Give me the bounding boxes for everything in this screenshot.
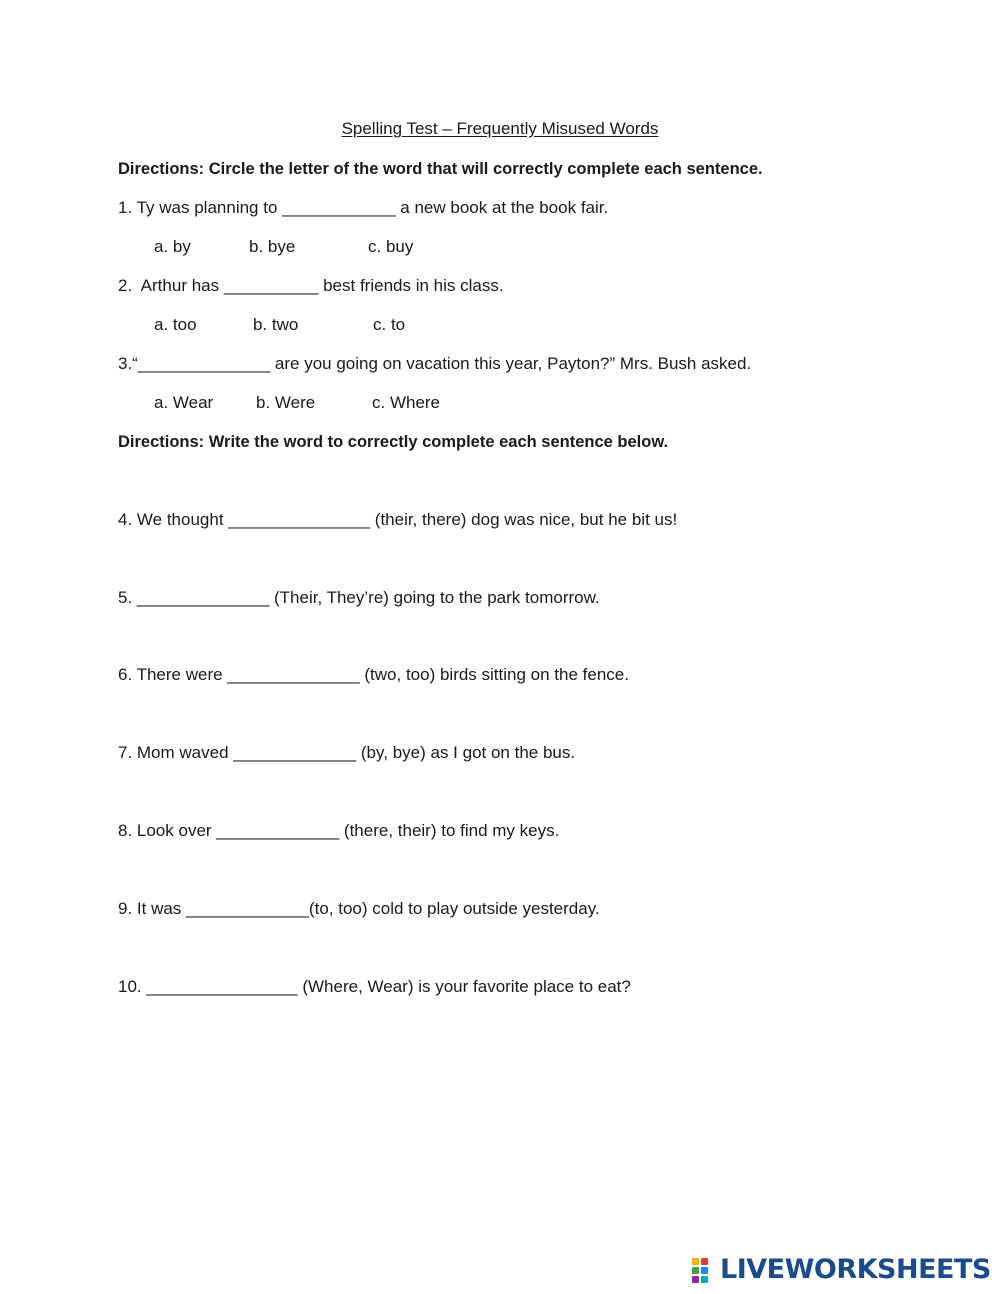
question-2: 2. Arthur has __________ best friends in his class.	[118, 276, 504, 295]
question-3-option-b[interactable]: b. Were	[256, 393, 316, 412]
question-3-option-c[interactable]: c. Where	[372, 393, 441, 412]
question-3-option-a[interactable]: a. Wear	[154, 393, 214, 412]
fill-item-5: 5. ______________ (Their, They’re) going to the park tomorrow.	[118, 588, 600, 607]
question-1-option-c[interactable]: c. buy	[368, 237, 414, 256]
page-title: Spelling Test – Frequently Misused Words	[341, 119, 659, 138]
logo-text: LIVEWORKSHEETS	[720, 1253, 991, 1285]
question-1-option-b[interactable]: b. bye	[249, 237, 296, 256]
directions-write: Directions: Write the word to correctly complete each sentence below.	[118, 433, 669, 451]
question-3: 3.“______________ are you going on vacation this year, Payton?” Mrs. Bush asked.	[118, 354, 752, 373]
liveworksheets-logo-icon	[692, 1256, 718, 1282]
question-2-option-c[interactable]: c. to	[373, 315, 406, 334]
question-2-option-b[interactable]: b. two	[253, 315, 299, 334]
fill-item-7: 7. Mom waved _____________ (by, bye) as I got on the bus.	[118, 743, 576, 762]
liveworksheets-logo	[692, 1253, 991, 1285]
fill-item-10: 10. ________________ (Where, Wear) is your favorite place to eat?	[118, 977, 631, 996]
fill-item-6: 6. There were ______________ (two, too) birds sitting on the fence.	[118, 665, 629, 684]
fill-item-8: 8. Look over _____________ (there, their) to find my keys.	[118, 821, 560, 840]
fill-item-9: 9. It was _____________(to, too) cold to play outside yesterday.	[118, 899, 600, 918]
question-1-option-a[interactable]: a. by	[154, 237, 191, 256]
directions-circle: Directions: Circle the letter of the word that will correctly complete each sentence.	[118, 160, 763, 178]
fill-item-4: 4. We thought _______________ (their, there) dog was nice, but he bit us!	[118, 510, 678, 529]
question-2-option-a[interactable]: a. too	[154, 315, 197, 334]
question-1: 1. Ty was planning to ____________ a new book at the book fair.	[118, 198, 609, 217]
